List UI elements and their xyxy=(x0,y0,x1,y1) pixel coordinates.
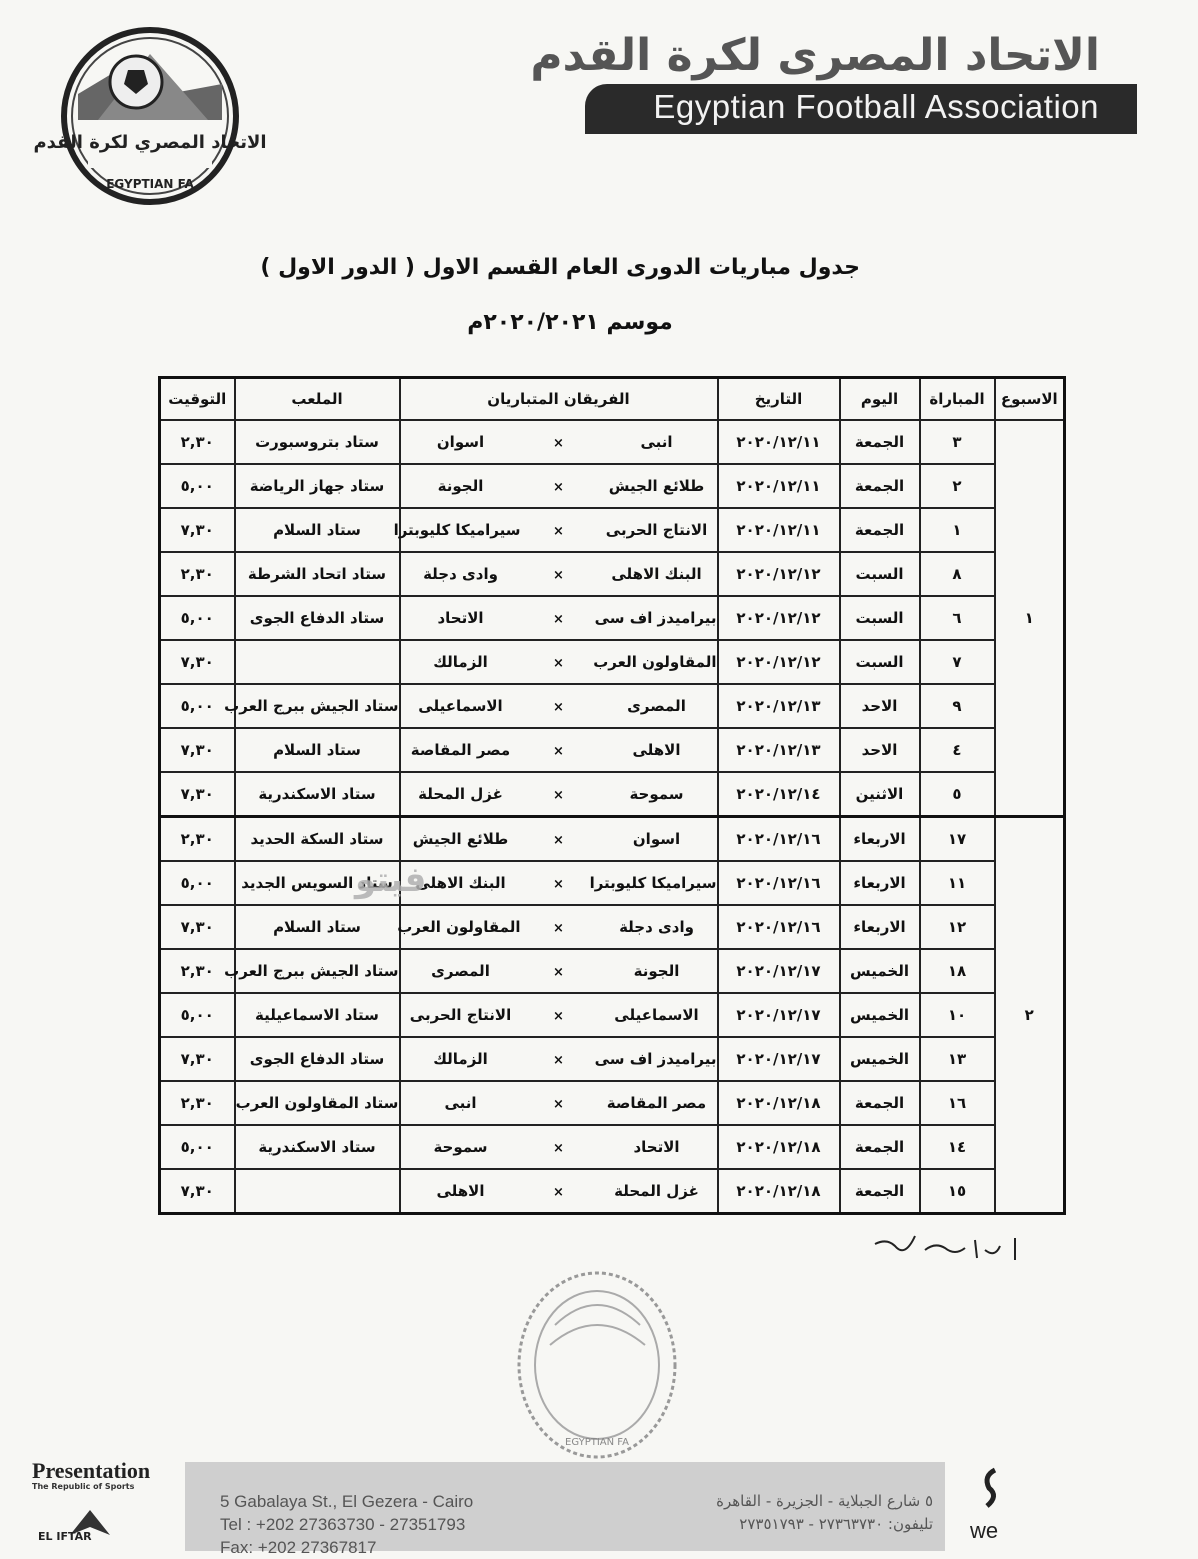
home-team: وادى دجلة xyxy=(619,918,694,936)
efa-logo xyxy=(33,24,267,208)
sponsor-label: EL IFTAR xyxy=(38,1530,92,1543)
teams-cell xyxy=(400,684,718,728)
table-row xyxy=(160,684,1065,728)
versus-symbol: × xyxy=(553,1141,564,1156)
teams-cell xyxy=(400,552,718,596)
away-team: المصرى xyxy=(431,962,490,980)
stadium-cell: ستاد جهاز الرياضة xyxy=(235,464,400,508)
table-row xyxy=(160,1037,1065,1081)
versus-symbol: × xyxy=(553,436,564,451)
header-day: اليوم xyxy=(840,378,920,421)
time-cell: ٢,٣٠ xyxy=(160,949,235,993)
table-row xyxy=(160,420,1065,464)
teams-cell xyxy=(400,949,718,993)
versus-symbol: × xyxy=(553,1009,564,1024)
week-cell: ٢ xyxy=(995,817,1065,1214)
teams-cell xyxy=(400,817,718,862)
versus-symbol: × xyxy=(553,700,564,715)
match-number-cell: ١٣ xyxy=(920,1037,995,1081)
match-number-cell: ١١ xyxy=(920,861,995,905)
table-row xyxy=(160,640,1065,684)
day-cell: الجمعة xyxy=(840,1125,920,1169)
home-team: طلائع الجيش xyxy=(608,477,705,495)
day-cell: الجمعة xyxy=(840,464,920,508)
date-cell: ٢٠٢٠/١٢/١٣ xyxy=(718,728,840,772)
home-team: المصرى xyxy=(627,697,686,715)
day-cell: الخميس xyxy=(840,1037,920,1081)
versus-symbol: × xyxy=(553,612,564,627)
home-team: الاسماعيلى xyxy=(614,1006,699,1024)
table-row xyxy=(160,861,1065,905)
table-row xyxy=(160,1081,1065,1125)
home-team: انبى xyxy=(640,433,673,451)
table-row xyxy=(160,905,1065,949)
date-cell: ٢٠٢٠/١٢/١٢ xyxy=(718,596,840,640)
away-team: طلائع الجيش xyxy=(412,830,509,848)
address-arabic xyxy=(716,1490,933,1536)
table-row xyxy=(160,1169,1065,1214)
header-time: التوقيت xyxy=(160,378,235,421)
teams-cell xyxy=(400,1169,718,1214)
date-cell: ٢٠٢٠/١٢/١٨ xyxy=(718,1125,840,1169)
teams-cell xyxy=(400,1037,718,1081)
versus-symbol: × xyxy=(553,1053,564,1068)
match-number-cell: ٣ xyxy=(920,420,995,464)
away-team: الانتاج الحربى xyxy=(409,1006,512,1024)
versus-symbol: × xyxy=(553,833,564,848)
table-row xyxy=(160,949,1065,993)
table-row xyxy=(160,508,1065,552)
date-cell: ٢٠٢٠/١٢/١٨ xyxy=(718,1169,840,1214)
away-team: المقاولون العرب xyxy=(397,918,521,936)
header-date: التاريخ xyxy=(718,378,840,421)
signature xyxy=(865,1228,1025,1268)
away-team: الاتحاد xyxy=(437,609,484,627)
away-team: الاهلى xyxy=(436,1182,485,1200)
stadium-cell: ستاد السويس الجديد xyxy=(235,861,400,905)
time-cell: ٥,٠٠ xyxy=(160,464,235,508)
date-cell: ٢٠٢٠/١٢/١٦ xyxy=(718,861,840,905)
home-team: المقاولون العرب xyxy=(593,653,717,671)
versus-symbol: × xyxy=(553,1185,564,1200)
stadium-cell: ستاد الجيش ببرج العرب xyxy=(235,949,400,993)
table-row xyxy=(160,1125,1065,1169)
day-cell: الاربعاء xyxy=(840,817,920,862)
day-cell: الاحد xyxy=(840,684,920,728)
time-cell: ٥,٠٠ xyxy=(160,993,235,1037)
stadium-cell: ستاد الدفاع الجوى xyxy=(235,596,400,640)
away-team: مصر المقاصة xyxy=(410,741,511,759)
stadium-cell: ستاد الدفاع الجوى xyxy=(235,1037,400,1081)
date-cell: ٢٠٢٠/١٢/١٦ xyxy=(718,817,840,862)
match-number-cell: ١٥ xyxy=(920,1169,995,1214)
date-cell: ٢٠٢٠/١٢/١٢ xyxy=(718,552,840,596)
day-cell: الجمعة xyxy=(840,420,920,464)
stadium-cell: ستاد الاسكندرية xyxy=(235,1125,400,1169)
address-ar-line2: تليفون: ٢٧٣٦٣٧٣٠ - ٢٧٣٥١٧٩٣ xyxy=(739,1515,933,1533)
day-cell: الخميس xyxy=(840,993,920,1037)
presentation-tagline: The Republic of Sports xyxy=(32,1482,135,1491)
stadium-cell: ستاد الجيش ببرج العرب xyxy=(235,684,400,728)
header-stadium: الملعب xyxy=(235,378,400,421)
home-team: الانتاج الحربى xyxy=(605,521,708,539)
teams-cell xyxy=(400,596,718,640)
time-cell: ٧,٣٠ xyxy=(160,728,235,772)
svg-text:EGYPTIAN FA: EGYPTIAN FA xyxy=(565,1437,629,1448)
time-cell: ٧,٣٠ xyxy=(160,508,235,552)
time-cell: ٥,٠٠ xyxy=(160,1125,235,1169)
away-team: وادى دجلة xyxy=(423,565,498,583)
date-cell: ٢٠٢٠/١٢/١١ xyxy=(718,420,840,464)
stadium-cell: ستاد المقاولون العرب xyxy=(235,1081,400,1125)
versus-symbol: × xyxy=(553,480,564,495)
away-team: الزمالك xyxy=(433,1050,488,1068)
date-cell: ٢٠٢٠/١٢/١٧ xyxy=(718,993,840,1037)
day-cell: السبت xyxy=(840,640,920,684)
versus-symbol: × xyxy=(553,788,564,803)
table-row xyxy=(160,993,1065,1037)
home-team: سموحة xyxy=(629,785,684,803)
away-team: سيراميكا كليوبترا xyxy=(393,521,521,539)
teams-cell xyxy=(400,464,718,508)
week-cell: ١ xyxy=(995,420,1065,817)
day-cell: الجمعة xyxy=(840,508,920,552)
svg-text:EGYPTIAN FA: EGYPTIAN FA xyxy=(106,177,194,191)
teams-cell xyxy=(400,640,718,684)
match-number-cell: ٩ xyxy=(920,684,995,728)
match-number-cell: ٤ xyxy=(920,728,995,772)
home-team: غزل المحلة xyxy=(614,1182,699,1200)
date-cell: ٢٠٢٠/١٢/١٦ xyxy=(718,905,840,949)
away-team: البنك الاهلى xyxy=(415,874,506,892)
time-cell: ٧,٣٠ xyxy=(160,772,235,817)
time-cell: ٢,٣٠ xyxy=(160,420,235,464)
stadium-cell: ستاد السلام xyxy=(235,508,400,552)
teams-cell xyxy=(400,420,718,464)
header-week: الاسبوع xyxy=(995,378,1065,421)
home-team: بيراميدز اف سى xyxy=(594,1050,717,1068)
table-row xyxy=(160,464,1065,508)
address-en-line2: Tel : +202 27363730 - 27351793 xyxy=(220,1515,466,1534)
date-cell: ٢٠٢٠/١٢/١٢ xyxy=(718,640,840,684)
stadium-cell: ستاد الاسماعيلية xyxy=(235,993,400,1037)
match-number-cell: ١٠ xyxy=(920,993,995,1037)
vetogate-watermark: فيتو xyxy=(355,860,427,900)
match-number-cell: ١ xyxy=(920,508,995,552)
table-row xyxy=(160,596,1065,640)
match-number-cell: ١٦ xyxy=(920,1081,995,1125)
stadium-cell xyxy=(235,640,400,684)
teams-cell xyxy=(400,772,718,817)
teams-cell xyxy=(400,1125,718,1169)
match-number-cell: ٦ xyxy=(920,596,995,640)
day-cell: الاحد xyxy=(840,728,920,772)
match-number-cell: ٧ xyxy=(920,640,995,684)
association-arabic-name: الاتحاد المصرى لكرة القدم xyxy=(530,30,1100,81)
time-cell: ٧,٣٠ xyxy=(160,1169,235,1214)
home-team: الاهلى xyxy=(632,741,681,759)
header-match: المباراة xyxy=(920,378,995,421)
date-cell: ٢٠٢٠/١٢/١٧ xyxy=(718,949,840,993)
day-cell: الجمعة xyxy=(840,1081,920,1125)
header-teams: الفريقان المتباريان xyxy=(400,378,718,421)
versus-symbol: × xyxy=(553,524,564,539)
match-number-cell: ١٨ xyxy=(920,949,995,993)
home-team: مصر المقاصة xyxy=(606,1094,707,1112)
address-en-line1: 5 Gabalaya St., El Gezera - Cairo xyxy=(220,1492,474,1511)
time-cell: ٥,٠٠ xyxy=(160,861,235,905)
away-team: غزل المحلة xyxy=(418,785,503,803)
teams-cell xyxy=(393,508,718,552)
home-team: اسوان xyxy=(632,830,681,848)
match-number-cell: ٥ xyxy=(920,772,995,817)
official-stamp xyxy=(515,1265,680,1465)
table-header-row xyxy=(160,378,1065,421)
fixtures-body xyxy=(160,420,1065,1214)
match-number-cell: ١٢ xyxy=(920,905,995,949)
table-row xyxy=(160,728,1065,772)
date-cell: ٢٠٢٠/١٢/١٨ xyxy=(718,1081,840,1125)
home-team: الجونة xyxy=(633,962,680,980)
presentation-brand: Presentation xyxy=(32,1458,151,1483)
time-cell: ٢,٣٠ xyxy=(160,817,235,862)
away-team: اسوان xyxy=(436,433,485,451)
stadium-cell: ستاد السكة الحديد xyxy=(235,817,400,862)
day-cell: الجمعة xyxy=(840,1169,920,1214)
time-cell: ٧,٣٠ xyxy=(160,1037,235,1081)
time-cell: ٧,٣٠ xyxy=(160,640,235,684)
away-team: الاسماعيلى xyxy=(418,697,503,715)
address-ar-line1: ٥ شارع الجبلاية - الجزيرة - القاهرة xyxy=(716,1492,933,1510)
home-team: بيراميدز اف سى xyxy=(594,609,717,627)
table-row xyxy=(160,552,1065,596)
season-label: موسم ٢٠٢٠/٢٠٢١م xyxy=(467,310,673,335)
date-cell: ٢٠٢٠/١٢/١٣ xyxy=(718,684,840,728)
home-team: سيراميكا كليوبترا xyxy=(589,874,717,892)
date-cell: ٢٠٢٠/١٢/١٤ xyxy=(718,772,840,817)
away-team: انبى xyxy=(444,1094,477,1112)
stadium-cell xyxy=(235,1169,400,1214)
teams-cell xyxy=(400,728,718,772)
stadium-cell: ستاد بتروسبورت xyxy=(235,420,400,464)
day-cell: الاربعاء xyxy=(840,905,920,949)
day-cell: الاربعاء xyxy=(840,861,920,905)
stadium-cell: ستاد الاسكندرية xyxy=(235,772,400,817)
fixtures-table xyxy=(158,376,1066,1215)
time-cell: ٧,٣٠ xyxy=(160,905,235,949)
home-team: الاتحاد xyxy=(633,1138,680,1156)
svg-text:الاتحاد المصري لكرة القدم: الاتحاد المصري لكرة القدم xyxy=(33,132,267,153)
match-number-cell: ١٧ xyxy=(920,817,995,862)
day-cell: السبت xyxy=(840,552,920,596)
match-number-cell: ١٤ xyxy=(920,1125,995,1169)
stadium-cell: ستاد السلام xyxy=(235,905,400,949)
date-cell: ٢٠٢٠/١٢/١١ xyxy=(718,508,840,552)
away-team: الزمالك xyxy=(433,653,488,671)
versus-symbol: × xyxy=(553,656,564,671)
table-row xyxy=(160,817,1065,862)
home-team: البنك الاهلى xyxy=(611,565,702,583)
document-title: جدول مباريات الدورى العام القسم الاول ( الدور الاول ) xyxy=(260,255,860,280)
match-number-cell: ٢ xyxy=(920,464,995,508)
association-english-name: Egyptian Football Association xyxy=(653,88,1099,125)
match-number-cell: ٨ xyxy=(920,552,995,596)
time-cell: ٥,٠٠ xyxy=(160,684,235,728)
association-english-bar xyxy=(585,84,1137,134)
versus-symbol: × xyxy=(553,1097,564,1112)
time-cell: ٢,٣٠ xyxy=(160,552,235,596)
versus-symbol: × xyxy=(553,568,564,583)
address-english xyxy=(220,1490,473,1559)
address-en-line3: Fax: +202 27367817 xyxy=(220,1538,377,1557)
stadium-cell: ستاد السلام xyxy=(235,728,400,772)
day-cell: السبت xyxy=(840,596,920,640)
day-cell: الخميس xyxy=(840,949,920,993)
we-label: we xyxy=(970,1518,999,1543)
table-row xyxy=(160,772,1065,817)
teams-cell xyxy=(400,1081,718,1125)
date-cell: ٢٠٢٠/١٢/١٧ xyxy=(718,1037,840,1081)
teams-cell xyxy=(400,993,718,1037)
day-cell: الاثنين xyxy=(840,772,920,817)
away-team: سموحة xyxy=(433,1138,488,1156)
time-cell: ٢,٣٠ xyxy=(160,1081,235,1125)
versus-symbol: × xyxy=(553,877,564,892)
time-cell: ٥,٠٠ xyxy=(160,596,235,640)
teams-cell xyxy=(397,905,718,949)
away-team: الجونة xyxy=(437,477,484,495)
date-cell: ٢٠٢٠/١٢/١١ xyxy=(718,464,840,508)
versus-symbol: × xyxy=(553,965,564,980)
versus-symbol: × xyxy=(553,744,564,759)
teams-cell xyxy=(400,861,718,905)
stadium-cell: ستاد اتحاد الشرطة xyxy=(235,552,400,596)
versus-symbol: × xyxy=(553,921,564,936)
